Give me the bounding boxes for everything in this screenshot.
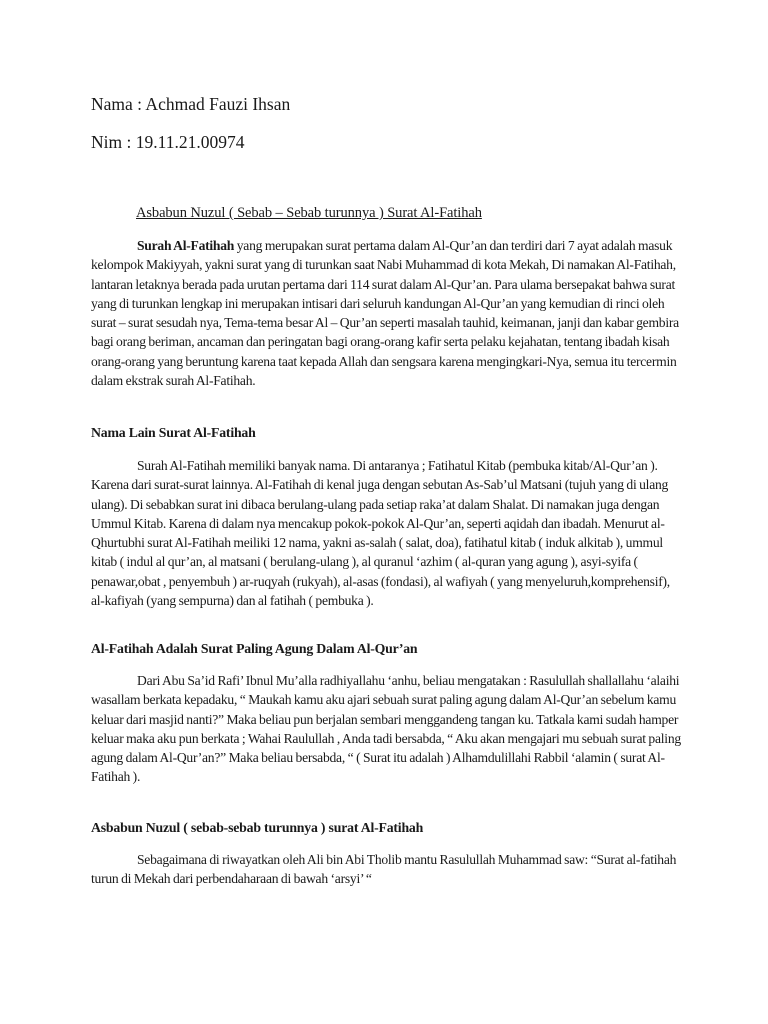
student-nim: Nim : 19.11.21.00974 <box>91 132 245 152</box>
document-title: Asbabun Nuzul ( Sebab – Sebab turunnya ) Surat Al-Fatihah <box>136 205 482 221</box>
section-heading-other-names: Nama Lain Surat Al-Fatihah <box>91 425 256 440</box>
section-heading-asbabun-nuzul: Asbabun Nuzul ( sebab-sebab turunnya ) surat Al-Fatihah <box>91 820 424 835</box>
section-paragraph-greatest-surah: Dari Abu Sa’id Rafi’ Ibnul Mu’alla radhiyallahu ‘anhu, beliau mengatakan : Rasulullah shallallahu ‘alaihi wasallam berkata kepadaku, “ Maukah kamu aku ajari sebuah surat paling agung dalam Al-Qur’an sebelum kamu keluar dari masjid nanti?” Maka beliau pun berjalan sembari menggandeng tangan ku. Tatkala kami sudah hamper keluar maka aku pun berkata ; Wahai Raulullah , Anda tadi bersabda, “ Aku akan mengajari mu sebuah surat paling agung dalam Al-Qur’an?” Maka beliau bersabda, “ ( Surat itu adalah ) Alhamdulillahi Rabbil ‘alamin ( surat Al-Fatihah ). <box>91 673 681 785</box>
intro-lead: Surah Al-Fatihah <box>137 238 235 253</box>
intro-paragraph <box>91 236 681 390</box>
section-paragraph-other-names: Surah Al-Fatihah memiliki banyak nama. Di antaranya ; Fatihatul Kitab (pembuka kitab/Al-Qur’an ). Karena dari surat-surat lainnya. Al-Fatihah di kenal juga dengan sebutan As-Sab’ul Matsani (tujuh yang di ulang ulang). Di sebabkan surat ini dibaca berulang-ulang pada setiap raka’at dalam Shalat. Di namakan juga dengan Ummul Kitab. Karena di dalam nya mencakup pokok-pokok Al-Qur’an, seperti aqidah dan ibadah. Menurut al-Qhurtubhi surat Al-Fatihah meiliki 12 nama, yakni as-salah ( salat, doa), fatihatul kitab ( induk alkitab ), ummul kitab ( indul al qur’an, al matsani ( berulang-ulang ), al quranul ‘azhim ( al-quran yang agung ), asyi-syifa ( penawar,obat , penyembuh ) ar-ruqyah (rukyah), al-asas (fondasi), al wafiyah ( yang menyeluruh,komprehensif), al-kafiyah (yang sempurna) dan al fatihah ( pembuka ). <box>91 458 670 609</box>
student-name: Nama : Achmad Fauzi Ihsan <box>91 94 291 114</box>
intro-text: yang merupakan surat pertama dalam Al-Qur’an dan terdiri dari 7 ayat adalah masuk kelompok Makiyyah, yakni surat yang di turunkan saat Nabi Muhammad di kota Mekah, Di namakan Al-Fatihah, lantaran letaknya berada pada urutan pertama dari 114 surat dalam Al-Qur’an. Para ulama bersepakat bahwa surat yang di turunkan lengkap ini merupakan intisari dari seluruh kandungan Al-Qur’an yang kemudian di rinci oleh surat – surat sesudah nya, Tema-tema besar Al – Qur’an seperti masalah tauhid, keimanan, janji dan kabar gembira bagi orang beriman, ancaman dan peringatan bagi orang-orang kafir serta pelaku kejahatan, tentang ibadah kisah orang-orang yang beruntung karena taat kepada Allah dan sengsara karena mengingkari-Nya, semua itu tercermin dalam ekstrak surah Al-Fatihah. <box>91 238 679 389</box>
section-heading-greatest-surah: Al-Fatihah Adalah Surat Paling Agung Dalam Al-Qur’an <box>91 641 418 656</box>
section-paragraph-asbabun-nuzul: Sebagaimana di riwayatkan oleh Ali bin Abi Tholib mantu Rasulullah Muhammad saw: “Surat al-fatihah turun di Mekah dari perbendaharaan di bawah ‘arsyi’ “ <box>91 852 677 887</box>
